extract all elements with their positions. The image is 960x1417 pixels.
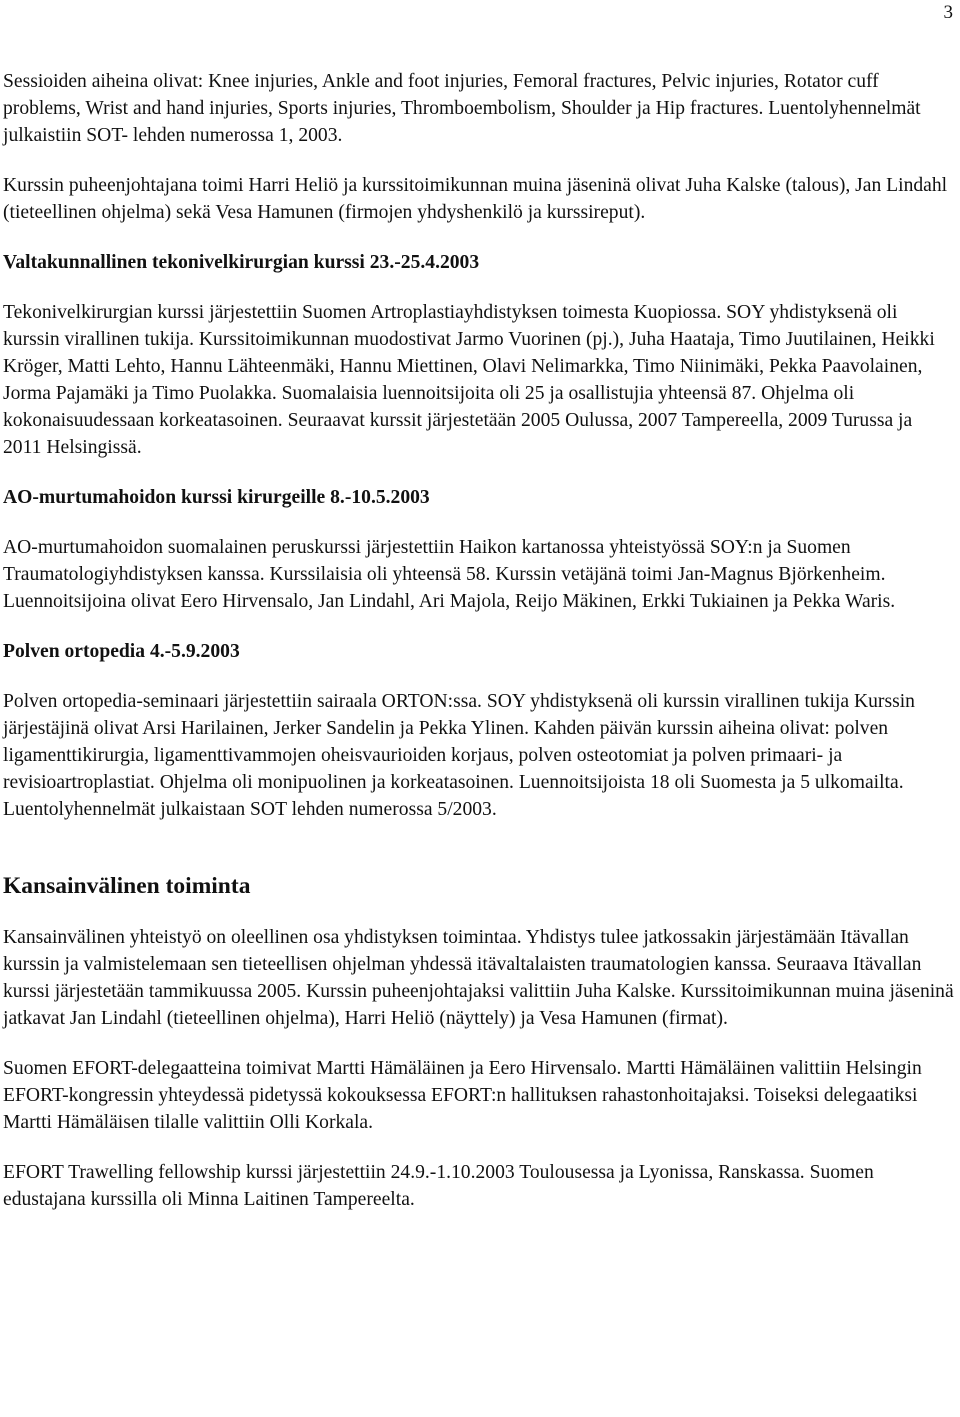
paragraph-ao-course: AO-murtumahoidon suomalainen peruskurssi järjestettiin Haikon kartanossa yhteistyössä SOY:n ja Suomen Traumatologiyhdistyksen kanssa. Kurssilaisia oli yhteensä 58. Kurssin vetäjänä toimi Jan-Magnus Björkenheim. Luennoitsijoina olivat Eero Hirvensalo, Jan Lindahl, Ari Majola, Reijo Mäkinen, Erkki Tukiainen ja Pekka Waris.: [3, 537, 896, 612]
paragraph-international-cooperation: Kansainvälinen yhteistyö on oleellinen osa yhdistyksen toimintaa. Yhdistys tulee jatkossakin järjestämään Itävallan kurssin ja valmistelemaan sen tieteellisen ohjelman yhdessä itävaltalaisten traumatologien kanssa. Seuraava Itävallan kurssi järjestetään tammikuussa 2005. Kurssin puheenjohtajaksi valittiin Juha Kalske. Kurssitoimikunnan muina jäseninä jatkavat Jan Lindahl (tieteellinen ohjelma), Harri Heliö (näyttely) ja Vesa Hamunen (firmat).: [3, 927, 954, 1029]
paragraph-tekonivel-course: Tekonivelkirurgian kurssi järjestettiin Suomen Artroplastiayhdistyksen toimesta Kuopiossa. SOY yhdistyksenä oli kurssin virallinen tukija. Kurssitoimikunnan muodostivat Jarmo Vuorinen (pj.), Juha Haataja, Timo Juutilainen, Heikki Kröger, Matti Lehto, Hannu Lähteenmäki, Hannu Miettinen, Olavi Nelimarkka, Timo Niinimäki, Pekka Paavolainen, Jorma Pajamäki ja Timo Puolakka. Suomalaisia luennoitsijoita oli 25 ja osallistujia yhteensä 87. Ohjelma oli kokonaisuudessaan korkeatasoinen. Seuraavat kurssit järjestetään 2005 Oulussa, 2007 Tampereella, 2009 Turussa ja 2011 Helsingissä.: [3, 302, 935, 458]
paragraph-polven-ortopedia: Polven ortopedia-seminaari järjestettiin sairaala ORTON:ssa. SOY yhdistyksenä oli kurssin virallinen tukija Kurssin järjestäjinä olivat Arsi Harilainen, Jerker Sandelin ja Pekka Ylinen. Kahden päivän kurssin aiheina olivat: polven ligamenttikirurgia, ligamenttivammojen oheisvaurioiden korjaus, polven osteotomiat ja polven primaari- ja revisioartroplastiat. Ohjelma oli monipuolinen ja korkeatasoinen. Luennoitsijoista 18 oli Suomesta ja 5 ulkomailta. Luentolyhennelmät julkaistaan SOT lehden numerossa 5/2003.: [3, 691, 915, 820]
heading-polven-ortopedia: Polven ortopedia 4.-5.9.2003: [3, 641, 240, 662]
paragraph-session-topics: Sessioiden aiheina olivat: Knee injuries, Ankle and foot injuries, Femoral fractures, Pelvic injuries, Rotator cuff problems, Wrist and hand injuries, Sports injuries, Thromboembolism, Shoulder ja Hip fractures. Luentolyhennelmät julkaistiin SOT- lehden numerossa 1, 2003.: [3, 71, 921, 146]
heading-ao-course: AO-murtumahoidon kurssi kirurgeille 8.-10.5.2003: [3, 487, 430, 508]
page-number: 3: [943, 2, 953, 23]
paragraph-course-committee: Kurssin puheenjohtajana toimi Harri Heliö ja kurssitoimikunnan muina jäseninä olivat Juha Kalske (talous), Jan Lindahl (tieteellinen ohjelma) sekä Vesa Hamunen (firmojen yhdyshenkilö ja kurssireput).: [3, 175, 948, 223]
paragraph-efort-delegates: Suomen EFORT-delegaatteina toimivat Martti Hämäläinen ja Eero Hirvensalo. Martti Hämäläinen valittiin Helsingin EFORT-kongressin yhteydessä pidetyssä kokouksessa EFORT:n hallituksen rahastonhoitajaksi. Toiseksi delegaatiksi Martti Hämäläisen tilalle valittiin Olli Korkala.: [3, 1058, 922, 1133]
paragraph-efort-fellowship: EFORT Trawelling fellowship kurssi järjestettiin 24.9.-1.10.2003 Toulousessa ja Lyonissa, Ranskassa. Suomen edustajana kurssilla oli Minna Laitinen Tampereelta.: [3, 1162, 874, 1210]
document-body: [3, 68, 955, 1213]
heading-tekonivel-course: Valtakunnallinen tekonivelkirurgian kurssi 23.-25.4.2003: [3, 252, 480, 273]
heading-kansainvalinen-toiminta: Kansainvälinen toiminta: [3, 873, 251, 899]
